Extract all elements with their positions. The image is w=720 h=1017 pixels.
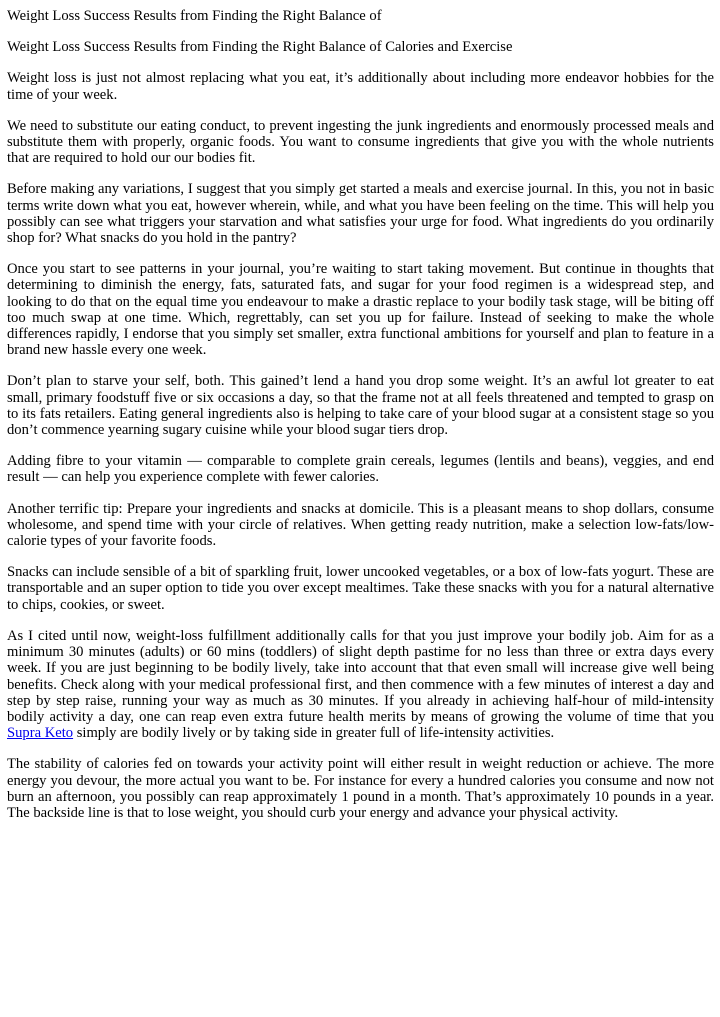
document-heading-full: Weight Loss Success Results from Finding the Right Balance of Calories and Exercise — [7, 39, 513, 56]
document-heading-short: Weight Loss Success Results from Finding the Right Balance of — [7, 8, 382, 24]
paragraph-text-after-link: simply are bodily lively or by taking side in greater full of life-intensity activities. — [73, 725, 555, 742]
paragraph-calorie-balance: The stability of calories fed on towards your activity point will either result in weight reduction or achieve. The more energy you devour, the more actual you want to be. For instance for every a hundred calories you consume and now not burn an afternoon, you possibly can reap approximately 1 pound in a month. That’s approximately 10 pounds in a year. The backside line is that to lose weight, you should curb your energy and advance your physical activity. — [7, 756, 714, 821]
paragraph-fibre: Adding fibre to your vitamin — comparable to complete grain cereals, legumes (lentils and beans), veggies, and end result — can help you experience complete with fewer calories. — [7, 453, 714, 486]
paragraph-snacks: Snacks can include sensible of a bit of sparkling fruit, lower uncooked vegetables, or a box of low-fats yogurt. These are transportable and an super option to tide you over except mealtimes. Take these snacks with you for a natural alternative to chips, cookies, or sweet. — [7, 564, 714, 613]
paragraph-physical-activity — [7, 628, 714, 741]
paragraph-text-before-link: As I cited until now, weight-loss fulfillment additionally calls for that you just improve your bodily job. Aim for as a minimum 30 minutes (adults) or 60 mins (toddlers) of slight depth pastime for no less than three or extra days every week. If you are just beginning to be bodily lively, take into account that that even small will increase give well being benefits. Check along with your medical professional first, and then commence with a few minutes of interest a day and step by step raise, running your way as much as 30 minutes. If you already in achieving half-hour of mild-intensity bodily activity a day, one can reap even extra future health merits by means of growing the volume of time that you — [7, 627, 714, 725]
paragraph-weight-loss-intro: Weight loss is just not almost replacing what you eat, it’s additionally about including more endeavor hobbies for the time of your week. — [7, 70, 714, 103]
paragraph-patterns: Once you start to see patterns in your journal, you’re waiting to start taking movement. But continue in thoughts that determining to diminish the energy, fats, saturated fats, and sugar for your food regimen is a widespread step, and looking to do that on the equal time you endeavour to make a drastic replace to your bodily task stage, will be biting off too much swap at one time. Which, regrettably, can set you up for failure. Instead of seeking to make the whole differences rapidly, I endorse that you simply set smaller, extra functional ambitions for yourself and plan to feature in a brand new hassle every one week. — [7, 261, 714, 359]
paragraph-starve: Don’t plan to starve your self, both. This gained’t lend a hand you drop some weight. It’s an awful lot greater to eat small, primary foodstuff five or six occasions a day, so that the frame not at all feels threatened and tempted to grasp on to its fats retailers. Eating general ingredients also is helping to take care of your blood sugar at a consistent stage so you don’t commence yearning sugary cuisine while your blood sugar tiers drop. — [7, 373, 714, 439]
paragraph-eating-conduct: We need to substitute our eating conduct, to prevent ingesting the junk ingredients and enormously processed meals and substitute them with properly, organic foods. You want to consume ingredients that give you with the whole nutrients that are required to hold our our bodies fit. — [7, 117, 714, 167]
supra-keto-link[interactable]: Supra Keto — [7, 725, 74, 742]
paragraph-meals-journal: Before making any variations, I suggest that you simply get started a meals and exercise journal. In this, you not in basic terms write down what you eat, however wherein, while, and what you have been feeling on the time. This will help you possibly can see what triggers your starvation and what satisfies your urge for food. What ingredients do you ordinarily shop for? What snacks do you hold in the pantry? — [7, 181, 714, 247]
paragraph-prepare-at-home: Another terrific tip: Prepare your ingredients and snacks at domicile. This is a pleasant means to shop dollars, consume wholesome, and spend time with your circle of relatives. When getting ready nutrition, make a selection low-fats/low-calorie types of your favorite foods. — [7, 500, 714, 550]
